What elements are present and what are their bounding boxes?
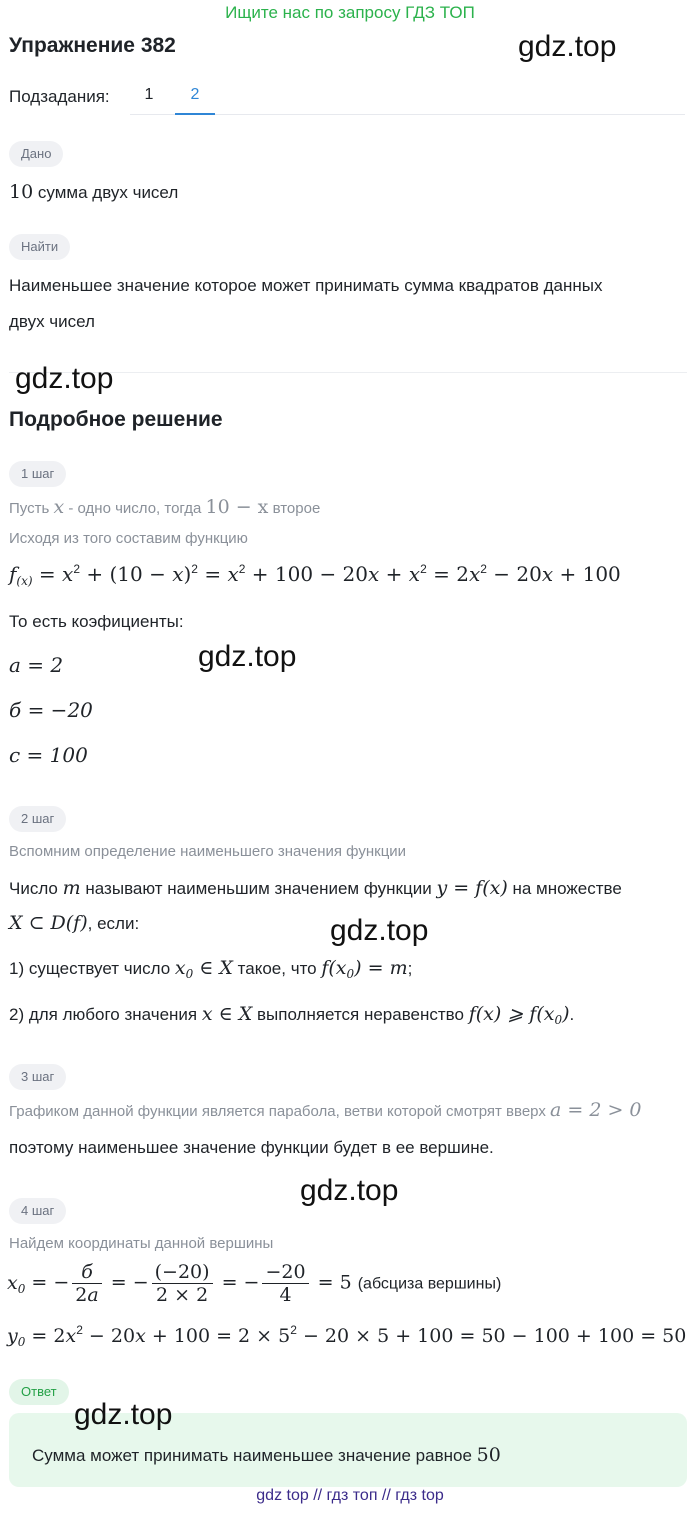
watermark: gdz.top [518, 30, 617, 63]
step4-line1: Найдем координаты данной вершины [9, 1235, 274, 1252]
watermark: gdz.top [15, 362, 114, 395]
step1-line1: Пусть x - одно число, тогда 10 − x второе [9, 496, 321, 518]
vertex-x-formula: $x_0$ = − $\frac{б}{2a}$ = − $\frac{(-20)}{2 \times 2}$ = − $\frac{-20}{4}$ = 5 (абсциза вершины) [7, 1261, 502, 1306]
tab-subtask-1[interactable]: 1 [144, 86, 154, 103]
find-tag: Найти [9, 234, 70, 260]
answer-tag: Ответ [9, 1379, 69, 1405]
step2-condition-2: 2) для любого значения x ∈ X выполняется неравенство f(x) ⩾ $f(x_0)$. [9, 1003, 575, 1027]
watermark: gdz.top [74, 1398, 173, 1431]
step1-coef-label: То есть коэфициенты: [9, 612, 184, 631]
step1-line2: Исходя из того составим функцию [9, 530, 248, 547]
page-title: Упражнение 382 [9, 34, 176, 57]
coef-a: a = 2 [9, 653, 64, 677]
step1-function-formula: $f_{(x)} = x^2 + (10 - x)^2 = x^2 + 100 - 20x + x^2 = 2x^2 - 20x + 100$ [9, 562, 621, 588]
step2-condition-1: 1) существует число $x_0$ ∈ X такое, что $f(x_0) = m$; [9, 957, 413, 981]
step2-definition-line2: X ⊂ D(f), если: [9, 912, 140, 934]
watermark: gdz.top [330, 914, 429, 947]
given-tag: Дано [9, 141, 63, 167]
coef-c: c = 100 [9, 743, 88, 767]
find-text-line2: двух чисел [9, 312, 95, 331]
answer-text: Сумма может принимать наименьшее значение равное 50 [32, 1444, 501, 1466]
subtasks-label: Подзадания: [9, 87, 110, 106]
footer-links[interactable]: gdz top // гдз топ // гдз top [256, 1487, 444, 1504]
active-tab-indicator [175, 113, 215, 115]
step4-tag: 4 шаг [9, 1198, 66, 1224]
tab-subtask-2[interactable]: 2 [190, 86, 200, 103]
top-banner-link[interactable]: Ищите нас по запросу ГДЗ ТОП [225, 3, 475, 22]
step3-tag: 3 шаг [9, 1064, 66, 1090]
solution-title: Подробное решение [9, 408, 223, 431]
watermark: gdz.top [198, 640, 297, 673]
coef-b: б = −20 [9, 698, 93, 722]
given-text: 10 сумма двух чисел [9, 181, 179, 203]
step2-definition-line1: Число m называют наименьшим значением функции y = f(x) на множестве [9, 877, 622, 899]
step2-line1: Вспомним определение наименьшего значения функции [9, 843, 407, 860]
find-text-line1: Наименьшее значение которое может принимать сумма квадратов данных [9, 276, 603, 295]
step2-tag: 2 шаг [9, 806, 66, 832]
step1-tag: 1 шаг [9, 461, 66, 487]
step3-line1: Графиком данной функции является парабола, ветви которой смотрят вверх a = 2 > 0 [9, 1099, 642, 1121]
step3-line2: поэтому наименьшее значение функции будет в ее вершине. [9, 1138, 494, 1157]
vertex-y-formula: $y_0 = 2x^2 - 20x + 100 = 2 \times 5^2 - 20 \times 5 + 100 = 50 - 100 + 100 = 50$ [7, 1323, 687, 1349]
watermark: gdz.top [300, 1174, 399, 1207]
